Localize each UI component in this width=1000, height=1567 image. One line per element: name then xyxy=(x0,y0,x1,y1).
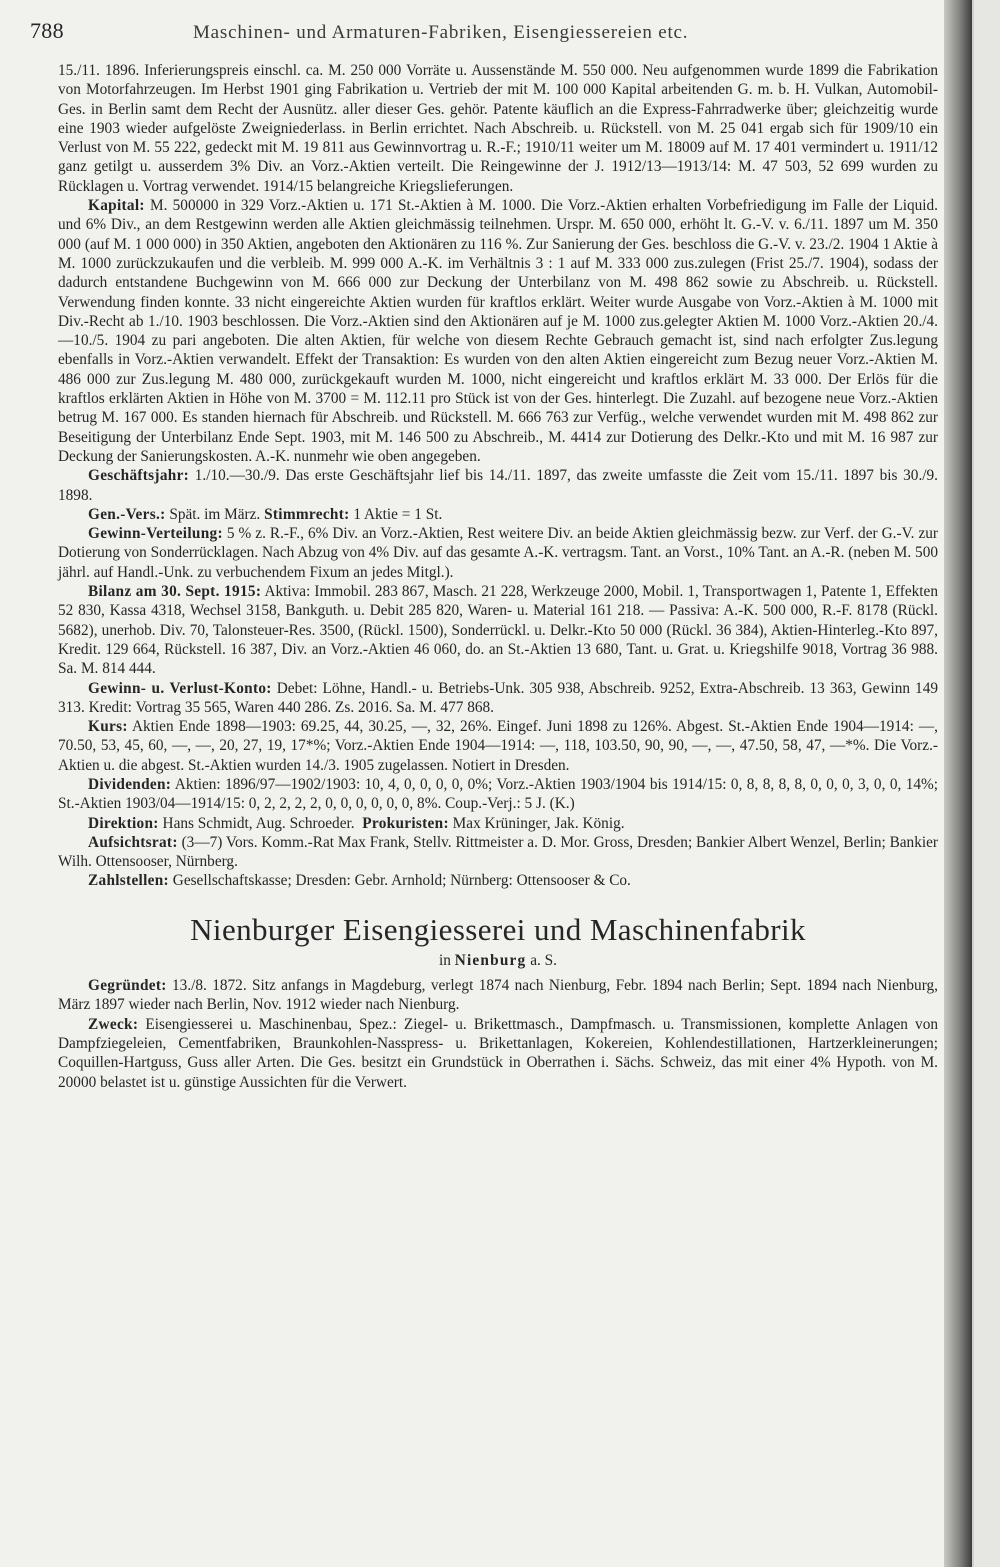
section-text: (3—7) Vors. Komm.-Rat Max Frank, Stellv. Rittmeister a. D. Mor. Gross, Dresden; Bankier Albert Wenzel, Berlin; Bankier Wilh. Ottensooser, Nürnberg. xyxy=(58,833,938,871)
location-suffix: a. S. xyxy=(530,951,557,969)
page-number: 788 xyxy=(30,18,64,43)
section-label-secondary: Stimmrecht: xyxy=(264,505,350,523)
running-head xyxy=(30,18,930,44)
section-text: Aktiva: Immobil. 283 867, Masch. 21 228, Werkzeuge 2000, Mobil. 1, Transportwagen 1, Patente 1, Effekten 52 830, Kassa 4318, Wechsel 3158, Bankguth. u. Debit 285 820, Waren- u. Material 161 218. — Passiva: A.-K. 500 000, R.-F. 8178 (Rückl. 5682), unerhob. Div. 70, Talonsteuer-Res. 3500, (Rückl. 1500), Sonderrückl. u. Delkr.-Kto 50 000 (Rückl. 36 384), Aktien-Hinterleg.-Kto 897, Kredit. 129 664, Rückstell. 16 387, Div. an Vorz.-Aktien 46 060, do. an St.-Aktien 13 680, Tant. u. Grat. u. Kriegshilfe 9018, Vortrag 36 988. Sa. M. 814 444. xyxy=(58,583,938,678)
section-label: Zahlstellen: xyxy=(88,872,169,890)
section-text: Debet: Löhne, Handl.- u. Betriebs-Unk. 305 938, Abschreib. 9252, Extra-Abschreib. 13 363, Gewinn 149 313. Kredit: Vortrag 35 565, Waren 440 286. Zs. 2016. Sa. M. 477 868. xyxy=(58,679,939,716)
company-location xyxy=(58,951,938,970)
section-gegruendet xyxy=(58,976,938,1015)
section-text: 1./10.—30./9. Das erste Geschäftsjahr lief bis 14./11. 1897, das zweite umfasste die Zeit vom 15./11. 1897 bis 30./9. 1898. xyxy=(58,467,939,504)
section-label: Gewinn-Verteilung: xyxy=(88,525,223,543)
section-text: M. 500000 in 329 Vorz.-Aktien u. 171 St.-Aktien à M. 1000. Die Vorz.-Aktien erhalten Vorbefriedigung im Falle der Liquid. und 6% Div., an dem Restgewinn werden alle Aktien gleichmässig teilnehmen. Urspr. M. 650 000, erhöht lt. G.-V. v. 6./11. 1897 um M. 350 000 (auf M. 1 000 000) in 350 Aktien, angeboten den Aktionären zu 116 %. Zur Sanierung der Ges. beschloss die G.-V. v. 23./2. 1904 1 Aktie à M. 1000 zurückzukaufen und die verbleib. M. 999 000 A.-K. im Verhältnis 3 : 1 auf M. 333 000 zus.zulegen (Frist 25./7. 1904), sodass der dadurch entstandene Buchgewinn von M. 666 000 zur Deckung der Unterbilanz von M. 498 862 sowie zu Abschreib. u. Rückstell. Verwendung finden konnte. 33 nicht eingereichte Aktien wurden für kraftlos erklärt. Weiter wurde Ausgabe von Vorz.-Aktien à M. 1000 mit Div.-Recht ab 1./10. 1903 beschlossen. Die Vorz.-Aktien sind den Aktionären auf je M. 1000 zus.gelegter Aktien M. 1000 Vorz.-Aktien 20./4.—10./5. 1904 zu pari angeboten. Die alten Aktien, für welche von diesem Rechte Gebrauch gemacht ist, sind nach erfolgter Zus.legung ebenfalls in Vorz.-Aktien verwandelt. Effekt der Transaktion: Es wurden von den alten Aktien eingereicht zum Bezug neuer Vorz.-Aktien M. 486 000 zur Zus.legung M. 480 000, zurückgekauft wurden M. 1000, nicht eingereicht und kraftlos erklärt M. 33 000. Der Erlös für die kraftlos erklärten Aktien in Höhe von M. 3700 = M. 112.11 pro Stück ist von der Ges. hinterlegt. Die Zuzahl. auf bezogene neue Vorz.-Aktien betrug M. 167 000. Es standen hiernach für Abschreib. und Rückstell. M. 666 763 zur Verfüg., welche verwendet wurden mit M. 498 862 zur Beseitigung der Unterbilanz Ende Sept. 1903, mit M. 146 500 zu Abschreib., M. 4414 zur Dotierung des Delkr.-Kto und mit M. 16 987 zur Deckung der Sanierungskosten. A.-K. nunmehr wie oben angegeben. xyxy=(58,197,939,465)
section-text: 13./8. 1872. Sitz anfangs in Magdeburg, verlegt 1874 nach Nienburg, Febr. 1894 nach Berlin; Sept. 1894 nach Nienburg, März 1897 wieder nach Berlin, Nov. 1912 wieder nach Nienburg. xyxy=(58,977,938,1014)
section-text: Eisengiesserei u. Maschinenbau, Spez.: Ziegel- u. Brikettmasch., Dampfmasch. u. Transmissionen, komplette Anlagen von Dampfziegeleien, Cementfabriken, Braunkohlen-Nasspress- u. Brikettanlagen, Kokereien, Kohlendestillationen, Hartzerkleinerungen; Coquillen-Hartguss, Guss aller Arten. Die Ges. besitzt ein Grundstück in Oberrathen i. Sächs. Schweiz, das mit einer 4% Hypoth. von M. 20000 belastet ist u. günstige Aussichten für die Verwert. xyxy=(58,1015,938,1091)
section-aufsichtsrat xyxy=(58,833,938,872)
section-text: Aktien: 1896/97—1902/1903: 10, 4, 0, 0, 0, 0, 0%; Vorz.-Aktien 1903/1904 bis 1914/15: 0, 8, 8, 8, 8, 0, 0, 0, 3, 0, 0, 14%; St.-Aktien 1903/04—1914/15: 0, 2, 2, 2, 2, 0, 0, 0, 0, 0, 0, 8%. Coup.-Verj.: 5 J. (K.) xyxy=(58,775,938,813)
section-bilanz xyxy=(58,582,938,678)
first-company-intro: 15./11. 1896. Inferierungspreis einschl. ca. M. 250 000 Vorräte u. Aussenstände M. 550 000. Neu aufgenommen wurde 1899 die Fabrikation von Motorfahrzeugen. Im Herbst 1901 ging Fabrikation u. Vertrieb der mit M. 100 000 Kapital arbeitenden G. m. b. H. Vulkan, Automobil-Ges. in Berlin samt dem Recht der Ausnütz. aller dieser Ges. gehör. Patente käuflich an die Express-Fahrradwerke über; gleichzeitig wurde eine 1903 wieder aufgelöste Zweigniederlass. in Berlin errichtet. Nach Abschreib. u. Rückstell. von M. 25 041 ergab sich für 1909/10 ein Verlust von M. 55 222, gedeckt mit M. 19 811 aus Gewinnvortrag u. R.-F.; 1910/11 weiter um M. 18009 auf M. 17 401 vermindert u. 1911/12 ganz getilgt u. ausserdem 3% Div. an Vorz.-Aktien verteilt. Die Reingewinne der J. 1912/13—1913/14: M. 47 503, 52 699 wurden zu Rücklagen u. Vortrag verwendet. 1914/15 belangreiche Kriegslieferungen. xyxy=(58,62,938,195)
section-direktion xyxy=(58,814,938,833)
location-prefix: in xyxy=(439,951,451,969)
text-body xyxy=(58,61,938,1092)
section-text: Aktien Ende 1898—1903: 69.25, 44, 30.25, —, 32, 26%. Eingef. Juni 1898 zu 126%. Abgest. St.-Aktien Ende 1904—1914: —, 70.50, 53, 45, 60, —, —, 20, 27, 19, 17*%; Vorz.-Aktien Ende 1904—1914: —, 118, 103.50, 90, 90, —, —, 47.50, 58, 47, —*%. Die Vorz.-Aktien u. die abgest. St.-Aktien wurden 14./3. 1905 zugelassen. Notiert in Dresden. xyxy=(58,718,938,774)
section-label: Gegründet: xyxy=(88,977,167,995)
section-kapital xyxy=(58,196,938,466)
section-label: Direktion: xyxy=(88,814,159,832)
section-text-secondary: Max Krüninger, Jak. König. xyxy=(452,814,625,832)
section-label: Gen.-Vers.: xyxy=(88,505,166,523)
section-geschaeftsjahr xyxy=(58,466,938,505)
section-text: Hans Schmidt, Aug. Schroeder. xyxy=(162,814,355,832)
section-label: Zweck: xyxy=(88,1015,139,1033)
section-text: 5 % z. R.-F., 6% Div. an Vorz.-Aktien, Rest weitere Div. an beide Aktien gleichmässig bezw. zur Verf. der G.-V. zur Dotierung von Sonderrücklagen. Nach Abzug von 4% Div. auf das gesamte A.-K. vertragsm. Tant. an Vorst., 10% Tant. an A.-R. (neben M. 500 jährl. auf Handl.-Unk. zu verbuchendem Fixum an jedes Mitgl.). xyxy=(58,525,938,581)
section-label: Bilanz am 30. Sept. 1915: xyxy=(88,583,262,601)
section-text: Spät. im März. xyxy=(169,505,261,523)
section-label: Geschäftsjahr: xyxy=(88,467,190,485)
section-dividenden xyxy=(58,775,938,814)
section-label: Aufsichtsrat: xyxy=(88,833,178,851)
running-title: Maschinen- und Armaturen-Fabriken, Eisengiessereien etc. xyxy=(192,22,689,43)
section-text: Gesellschaftskasse; Dresden: Gebr. Arnhold; Nürnberg: Ottensooser & Co. xyxy=(172,872,631,890)
section-zweck xyxy=(58,1015,938,1092)
section-label: Dividenden: xyxy=(88,775,172,793)
section-kurs xyxy=(58,717,938,775)
company-heading: Nienburger Eisengiesserei und Maschinenfabrik xyxy=(190,911,806,947)
section-zahlstellen xyxy=(58,871,938,890)
section-gewinn-verteilung xyxy=(58,524,938,582)
section-label: Kurs: xyxy=(88,718,128,736)
section-text-secondary: 1 Aktie = 1 St. xyxy=(353,505,443,523)
page-edge-shadow xyxy=(944,0,972,1567)
section-label: Kapital: xyxy=(88,197,145,215)
section-gewinn-verlust xyxy=(58,679,938,718)
section-label-secondary: Prokuristen: xyxy=(362,814,449,832)
location-city: Nienburg xyxy=(454,951,527,969)
section-gen-vers xyxy=(58,505,938,524)
section-label: Gewinn- u. Verlust-Konto: xyxy=(88,679,272,697)
